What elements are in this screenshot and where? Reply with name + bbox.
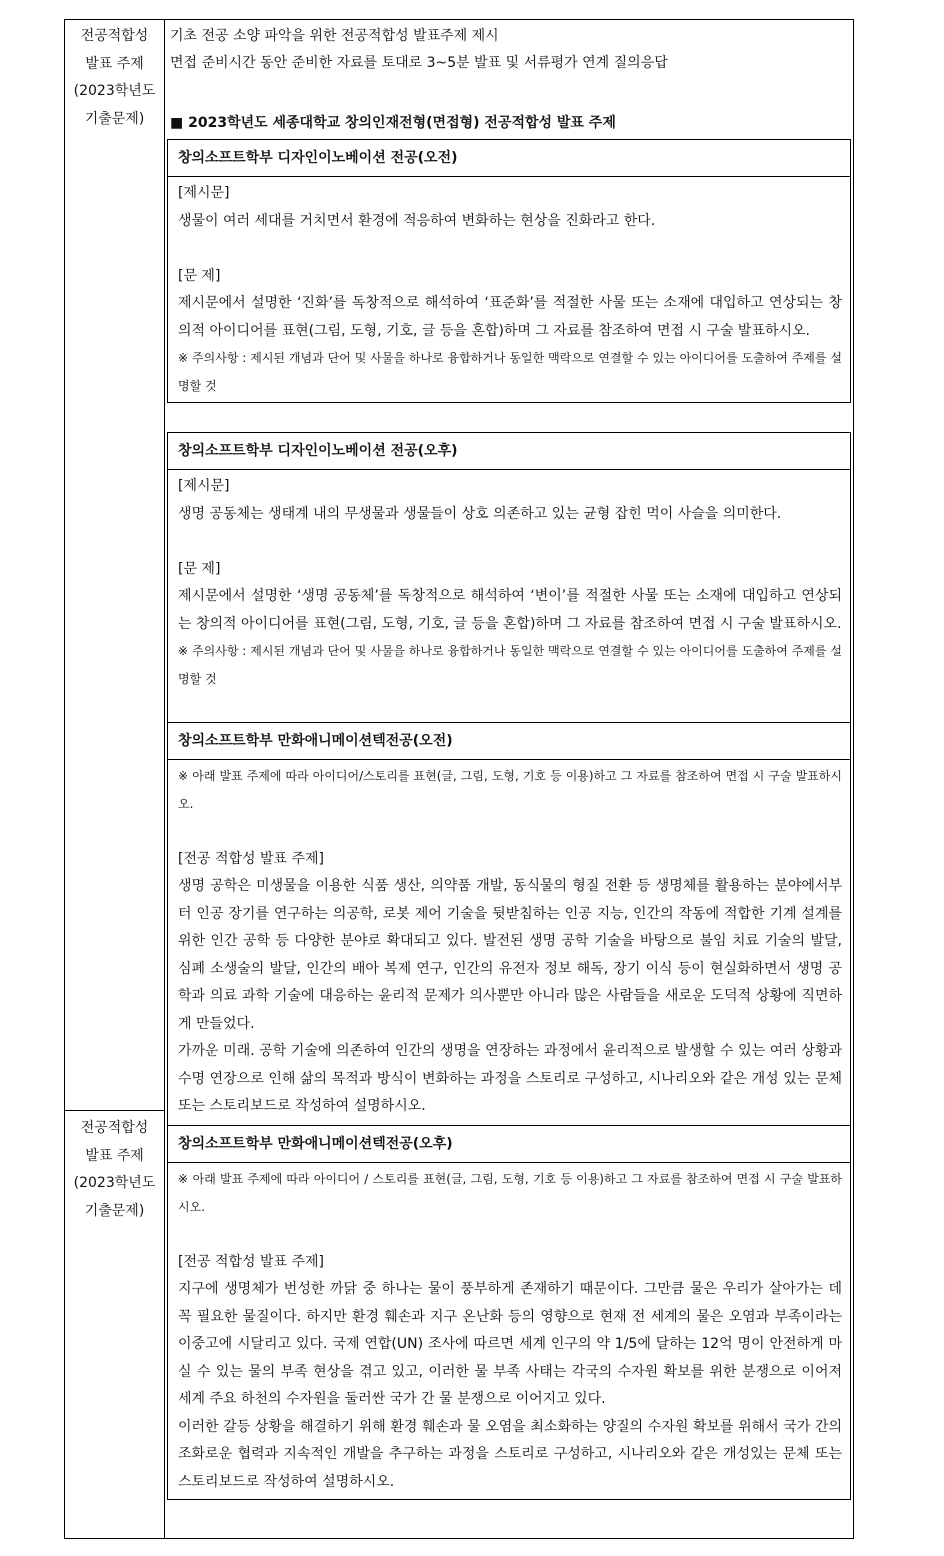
- label-line: (2023학년도: [73, 83, 156, 99]
- instruction-note: ※ 아래 발표 주제에 따라 아이디어 / 스토리를 표현(글, 그림, 도형, 기호 등 이용)하고 그 자료를 참조하여 면접 시 구술 발표하시오.: [178, 1172, 842, 1214]
- topic-title: 창의소프트학부 만화애니메이션텍전공(오후): [168, 1126, 850, 1163]
- instruction-note: ※ 아래 발표 주제에 따라 아이디어/스토리를 표현(글, 그림, 도형, 기호 등 이용)하고 그 자료를 참조하여 면접 시 구술 발표하시오.: [178, 769, 842, 811]
- topic-label: [전공 적합성 발표 주제]: [178, 1253, 324, 1270]
- passage-text: 생물이 여러 세대를 거치면서 환경에 적응하여 변화하는 현상을 진화라고 한다.: [178, 212, 656, 229]
- topic-box-animation-am: [167, 722, 851, 1126]
- topic-box-design-am: [167, 139, 851, 403]
- topic-label: [전공 적합성 발표 주제]: [178, 850, 324, 867]
- topic-paragraph: 지구에 생명체가 번성한 까닭 중 하나는 물이 풍부하게 존재하기 때문이다. 그만큼 물은 우리가 살아가는 데 꼭 필요한 물질이다. 하지만 환경 훼손과 지구 온난화 등의 영향으로 현재 전 세계의 물은 오염과 부족이라는 이중고에 시달리고 있다. 국제 연합(UN) 조사에 따르면 세계 인구의 약 1/5에 달하는 12억 명이 안전하게 마실 수 있는 물의 부족 현상을 겪고 있고, 이러한 물 부족 사태는 각국의 수자원 확보를 위한 분쟁으로 이어져 세계 주요 하천의 수자원을 둘러싼 국가 간 물 분쟁으로 이어지고 있다.: [178, 1281, 842, 1407]
- caution-note: ※ 주의사항 : 제시된 개념과 단어 및 사물을 하나로 융합하거나 동일한 맥락으로 연결할 수 있는 아이디어를 도출하여 주제를 설명할 것: [178, 351, 842, 393]
- topic-title: 창의소프트학부 디자인이노베이션 전공(오전): [168, 140, 850, 177]
- label-line: 기출문제): [84, 1202, 145, 1219]
- passage-label: [제시문]: [178, 478, 230, 494]
- row-label: [66, 23, 163, 133]
- topic-paragraph: 이러한 갈등 상황을 해결하기 위해 환경 훼손과 물 오염을 최소화하는 양질의 수자원 확보를 위해서 국가 간의 조화로운 협력과 지속적인 개발을 추구하는 과정을 스토리로 구성하고, 시나리오와 같은 개성있는 문체 또는 스토리보드로 작성하여 설명하시오.: [178, 1418, 842, 1490]
- row-divider: [64, 1110, 165, 1111]
- intro-line: 면접 준비시간 동안 준비한 자료를 토대로 3~5분 발표 및 서류평가 연계 질의응답: [170, 55, 668, 71]
- question-label: [문 제]: [178, 267, 221, 284]
- label-line: 발표 주제: [85, 1147, 144, 1164]
- topic-title: 창의소프트학부 만화애니메이션텍전공(오전): [168, 723, 850, 760]
- label-line: 기출문제): [84, 110, 145, 127]
- section-heading: ■ 2023학년도 세종대학교 창의인재전형(면접형) 전공적합성 발표 주제: [170, 115, 616, 131]
- row-label-repeat: [66, 1115, 163, 1225]
- question-text: 제시문에서 설명한 ‘생명 공동체’를 독창적으로 해석하여 ‘변이’를 적절한 사물 또는 소재에 대입하고 연상되는 창의적 아이디어를 표현(그림, 도형, 기호, 글 등을 혼합)하며 그 자료를 참조하여 면접 시 구술 발표하시오.: [178, 588, 842, 632]
- intro-line: 기초 전공 소양 파악을 위한 전공적합성 발표주제 제시: [170, 28, 499, 44]
- topic-paragraph: 가까운 미래. 공학 기술에 의존하여 인간의 생명을 연장하는 과정에서 윤리적으로 발생할 수 있는 여러 상황과 수명 연장으로 인해 삶의 목적과 방식이 변화하는 과정을 스토리로 구성하고, 시나리오와 같은 개성 있는 문체 또는 스토리보드로 작성하여 설명하시오.: [178, 1043, 842, 1114]
- passage-label: [제시문]: [178, 185, 230, 201]
- label-line: 전공적합성: [80, 28, 149, 44]
- topic-paragraph: 생명 공학은 미생물을 이용한 식품 생산, 의약품 개발, 동식물의 형질 전환 등 생명체를 활용하는 분야에서부터 인공 장기를 연구하는 의공학, 로봇 제어 기술을 뒷받침하는 인공 지능, 인간의 작동에 적합한 기계 설계를 위한 인간 공학 등 다양한 분야로 확대되고 있다. 발전된 생명 공학 기술을 바탕으로 불임 치료 기술의 발달, 심폐 소생술의 발달, 인간의 배아 복제 연구, 인간의 유전자 정보 해독, 장기 이식 등이 현실화하면서 생명 공학과 의료 과학 기술에 대응하는 윤리적 문제가 의사뿐만 아니라 많은 사람들을 새로운 도덕적 상황에 직면하게 만들었다.: [178, 878, 842, 1032]
- passage-text: 생명 공동체는 생태계 내의 무생물과 생물들이 상호 의존하고 있는 균형 잡힌 먹이 사슬을 의미한다.: [178, 505, 782, 522]
- caution-note: ※ 주의사항 : 제시된 개념과 단어 및 사물을 하나로 융합하거나 동일한 맥락으로 연결할 수 있는 아이디어를 도출하여 주제를 설명할 것: [178, 644, 842, 686]
- topic-box-design-pm: [167, 432, 851, 723]
- label-line: 발표 주제: [85, 55, 144, 72]
- topic-title: 창의소프트학부 디자인이노베이션 전공(오후): [168, 433, 850, 470]
- label-line: 전공적합성: [80, 1120, 149, 1136]
- question-text: 제시문에서 설명한 ‘진화’를 독창적으로 해석하여 ‘표준화’를 적절한 사물 또는 소재에 대입하고 연상되는 창의적 아이디어를 표현(그림, 도형, 기호, 글 등을 혼합)하며 그 자료를 참조하여 면접 시 구술 발표하시오.: [178, 295, 842, 339]
- label-line: (2023학년도: [73, 1175, 156, 1191]
- topic-box-animation-pm: [167, 1125, 851, 1500]
- column-divider: [164, 19, 165, 1539]
- question-label: [문 제]: [178, 560, 221, 577]
